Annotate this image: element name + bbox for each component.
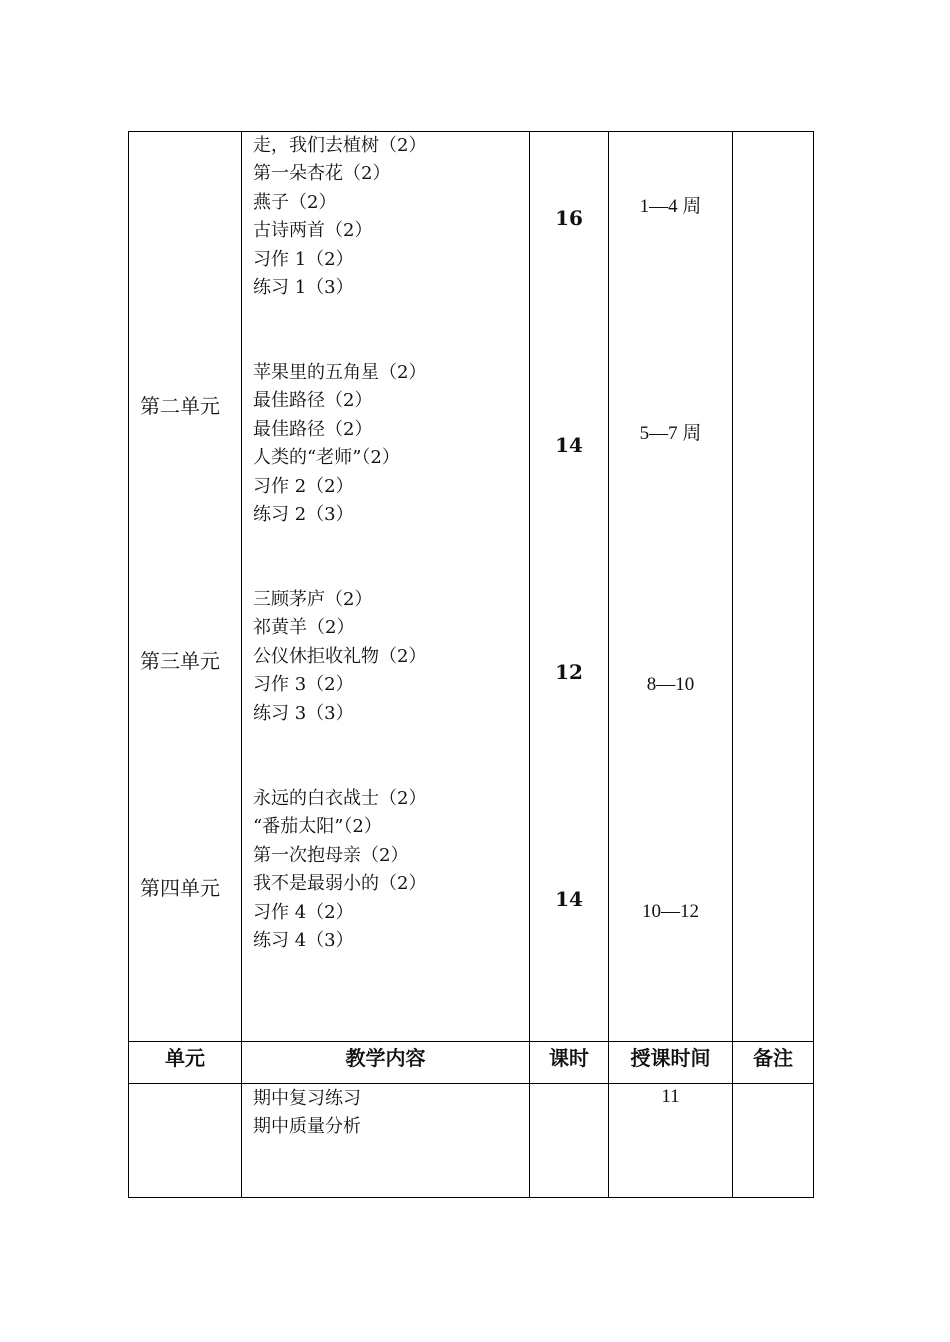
lesson-item: 第一次抱母亲（2） (253, 844, 409, 866)
lesson-item: 习作 2（2） (253, 475, 354, 497)
unit-4-lessons (253, 785, 426, 955)
lesson-item: 走，我们去植树（2） (253, 135, 427, 156)
content-column-cell (242, 132, 530, 1042)
unit-3-hours: 12 (555, 660, 583, 684)
lesson-item: 练习 3（3） (253, 702, 354, 724)
lesson-item: 祁黄羊（2） (253, 617, 355, 639)
midterm-schedule-cell (609, 1084, 733, 1198)
unit-2-lessons (253, 359, 426, 529)
unit-4-hours: 14 (555, 887, 583, 911)
unit-column-cell (129, 132, 242, 1042)
lesson-item: “番茄太阳”（2） (253, 816, 382, 838)
unit-1-weeks: 1—4 周 (639, 196, 702, 217)
lesson-item: 燕子（2） (253, 191, 337, 213)
lesson-item: 练习 2（3） (253, 504, 354, 526)
unit-4-name: 第四单元 (140, 876, 220, 900)
lesson-item: 我不是最弱小的（2） (253, 873, 427, 895)
lesson-item: 练习 1（3） (253, 277, 354, 299)
lesson-item: 最佳路径（2） (253, 390, 373, 412)
table-header-row (129, 1042, 814, 1084)
unit-2-hours: 14 (555, 433, 583, 457)
lesson-item: 苹果里的五角星（2） (253, 362, 427, 383)
unit-1-lessons (253, 132, 426, 302)
header-unit: 单元 (129, 1042, 242, 1084)
midterm-hours-cell (530, 1084, 609, 1198)
lesson-item: 期中质量分析 (253, 1116, 361, 1138)
lesson-item: 习作 1（2） (253, 248, 354, 270)
lesson-item: 三顾茅庐（2） (253, 589, 373, 610)
header-schedule: 授课时间 (609, 1042, 733, 1084)
lesson-item: 最佳路径（2） (253, 418, 373, 440)
midterm-notes-cell (733, 1084, 814, 1198)
unit-1-hours: 16 (555, 206, 583, 230)
unit-2-name: 第二单元 (140, 394, 220, 418)
lesson-item: 人类的“老师”（2） (253, 447, 400, 469)
midterm-week: 11 (661, 1086, 680, 1107)
header-hours: 课时 (530, 1042, 609, 1084)
notes-column-cell (733, 132, 814, 1042)
midterm-lessons (253, 1085, 361, 1142)
unit-3-name: 第三单元 (140, 649, 220, 673)
lesson-item: 习作 4（2） (253, 901, 354, 923)
midterm-content-cell (242, 1084, 530, 1198)
lesson-item: 公仪休拒收礼物（2） (253, 645, 427, 667)
lesson-item: 练习 4（3） (253, 930, 354, 952)
header-content: 教学内容 (242, 1042, 530, 1084)
hours-column-cell (530, 132, 609, 1042)
midterm-unit-cell (129, 1084, 242, 1198)
lesson-item: 古诗两首（2） (253, 220, 373, 242)
midterm-row (129, 1084, 814, 1198)
lesson-item: 永远的白衣战士（2） (253, 788, 427, 809)
units-row (129, 132, 814, 1042)
unit-3-lessons (253, 586, 426, 728)
header-notes: 备注 (733, 1042, 814, 1084)
lesson-item: 第一朵杏花（2） (253, 163, 391, 185)
unit-4-weeks: 10—12 (642, 901, 699, 922)
unit-3-weeks: 8—10 (646, 674, 695, 695)
lesson-item: 期中复习练习 (253, 1088, 361, 1109)
unit-2-weeks: 5—7 周 (639, 423, 702, 444)
schedule-column-cell (609, 132, 733, 1042)
teaching-plan-table (128, 131, 814, 1198)
lesson-item: 习作 3（2） (253, 674, 354, 696)
